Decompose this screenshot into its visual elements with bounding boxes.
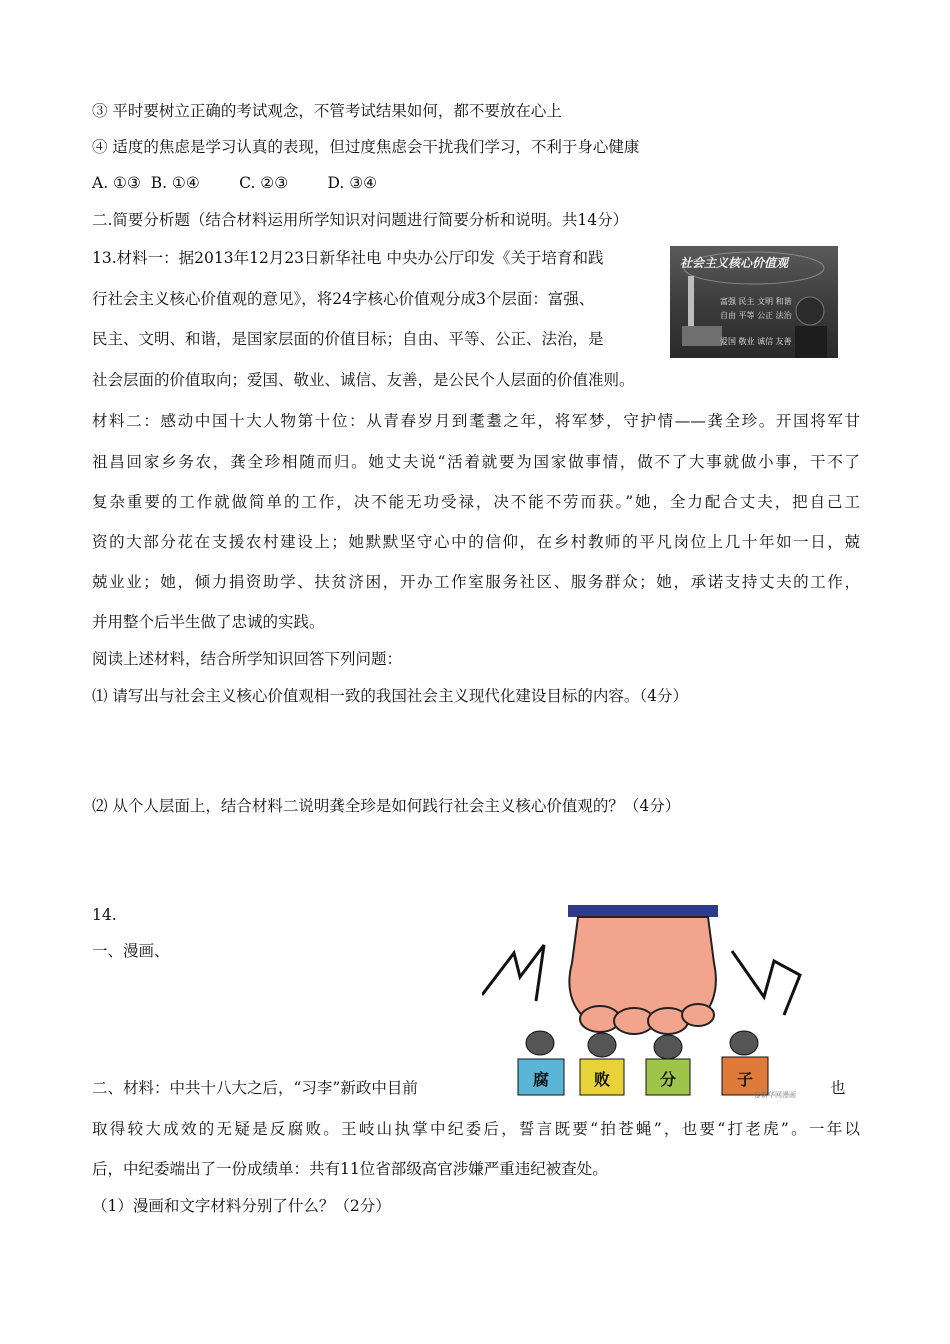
rat-label-2: 败	[593, 1070, 611, 1089]
cartoon-sleeve	[568, 905, 718, 917]
poster-row-social: 自由 平等 公正 法治	[720, 311, 792, 320]
poster-row-national: 富强 民主 文明 和谐	[720, 297, 792, 306]
sub-question-2: ⑵ 从个人层面上，结合材料二说明龚全珍是如何践行社会主义核心价值观的？（4分）	[92, 797, 681, 815]
anti-corruption-cartoon	[482, 905, 812, 1099]
portrait-head	[796, 297, 824, 325]
material-2-line-5: 兢业业；她，倾力捐资助学、扶贫济困，开办工作室服务社区、服务群众；她，承诺支持丈夫的工作，	[92, 573, 860, 591]
material-2-line-3: 复杂重要的工作就做简单的工作，决不能无功受禄，决不能不劳而获。”她，全力配合丈夫，把自己工	[92, 493, 860, 511]
material-2-line-2: 祖昌回家乡务农，龚全珍相随而归。她丈夫说“活着就要为国家做事情，做不了大事就做小事，干不了	[92, 453, 860, 471]
rat-label-3: 分	[659, 1070, 677, 1089]
option-4-line: ④ 适度的焦虑是学习认真的表现，但过度焦虑会干扰我们学习，不利于身心健康	[92, 138, 640, 156]
q14-material-line-2: 取得较大成效的无疑是反腐败。王岐山执掌中纪委后，誓言既要“拍苍蝇”，也要“打老虎”。一年以	[92, 1120, 860, 1138]
q14-part-2-start: 二、材料：中共十八大之后，“习李”新政中目前	[92, 1079, 418, 1097]
poster-title: 社会主义核心价值观	[680, 256, 789, 270]
reading-instruction: 阅读上述材料，结合所学知识回答下列问题：	[92, 650, 403, 668]
core-values-poster	[670, 246, 838, 358]
option-3-line: ③ 平时要树立正确的考试观念，不管考试结果如何，都不要放在心上	[92, 102, 562, 120]
q14-question-1: （1）漫画和文字材料分别了什么？（2分）	[92, 1197, 391, 1215]
impact-burst-right	[732, 951, 800, 1015]
sub-question-1: ⑴ 请写出与社会主义核心价值观相一致的我国社会主义现代化建设目标的内容。（4分）	[92, 687, 689, 705]
answer-options: A. ①③ B. ①④ C. ②③ D. ③④	[92, 174, 378, 192]
section-2-heading: 二.简要分析题（结合材料运用所学知识对问题进行简要分析和说明。共14分）	[92, 211, 629, 229]
material-2-line-6: 并用整个后半生做了忠诚的实践。	[92, 613, 325, 631]
q14-part-1: 一、漫画、	[92, 942, 170, 960]
portrait-body	[795, 326, 827, 358]
q13-line-4: 社会层面的价值取向；爱国、敬业、诚信、友善，是公民个人层面的价值准则。	[92, 371, 635, 389]
q14-number: 14.	[92, 906, 117, 924]
rat-label-4: 子	[736, 1070, 754, 1089]
impact-burst-left	[482, 945, 544, 1001]
q13-line-1: 13.材料一：据2013年12月23日新华社电 中央办公厅印发《关于培育和践	[92, 249, 604, 267]
rat-label-1: 腐	[532, 1070, 550, 1089]
cartoon-credit: @新华网漫画	[754, 1091, 796, 1099]
tiananmen-silhouette	[682, 326, 722, 346]
q13-line-3: 民主、文明、和谐，是国家层面的价值目标；自由、平等、公正、法治，是	[92, 330, 604, 348]
q14-material-line-3: 后，中纪委端出了一份成绩单：共有11位省部级高官涉嫌严重违纪被查处。	[92, 1160, 608, 1178]
poster-row-personal: 爱国 敬业 诚信 友善	[720, 337, 792, 346]
q14-part-2-end: 也	[830, 1079, 846, 1097]
material-2-line-4: 资的大部分花在支援农村建设上；她默默坚守心中的信仰，在乡村教师的平凡岗位上几十年如一日，兢	[92, 533, 860, 551]
material-2-line-1: 材料二：感动中国十大人物第十位：从青春岁月到耄耋之年，将军梦，守护情——龚全珍。开国将军甘	[92, 412, 860, 430]
q13-line-2: 行社会主义核心价值观的意见》，将24字核心价值观分成3个层面：富强、	[92, 290, 595, 308]
